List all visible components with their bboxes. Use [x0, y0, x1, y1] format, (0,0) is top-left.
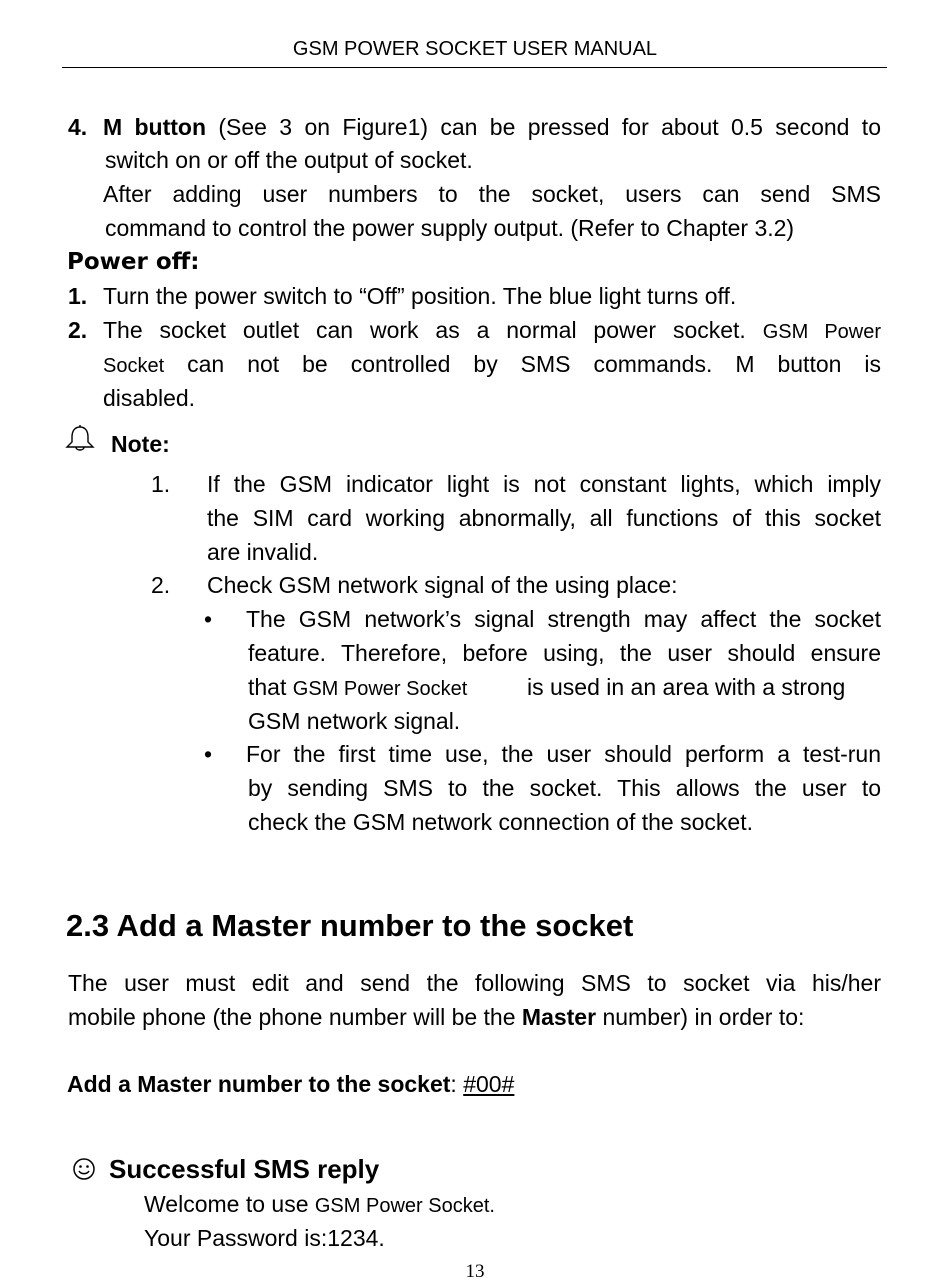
section-para-line1: The user must edit and send the following SMS to socket via his/her	[68, 970, 881, 996]
note-label: Note:	[111, 431, 170, 457]
item4-line1: M button (See 3 on Figure1) can be pressed for about 0.5 second to	[103, 114, 881, 140]
header-rule	[62, 67, 887, 68]
command-label: Add a Master number to the socket	[67, 1071, 451, 1097]
note-item1-line1: If the GSM indicator light is not constant lights, which imply	[207, 471, 881, 497]
bullet1-line3: that GSM Power Socket	[248, 674, 468, 700]
command-line: Add a Master number to the socket: #00#	[67, 1071, 515, 1097]
item4-number: 4.	[68, 114, 88, 140]
note-item1-number: 1.	[151, 471, 171, 497]
item4-line4: command to control the power supply output. (Refer to Chapter 3.2)	[105, 215, 795, 241]
bullet1-line4: GSM network signal.	[248, 708, 461, 734]
bullet-icon: •	[204, 606, 213, 632]
m-button-label: M button	[103, 114, 207, 140]
page-number: 13	[465, 1261, 485, 1282]
section-title: 2.3 Add a Master number to the socket	[66, 908, 634, 943]
power-off-heading: Power off:	[67, 249, 200, 275]
bullet1-line3-rest: is used in an area with a strong	[527, 674, 846, 700]
power-off-item1-text: Turn the power switch to “Off” position. The blue light turns off.	[103, 283, 737, 309]
bullet2-line2: by sending SMS to the socket. This allows the user to	[248, 775, 881, 801]
section-para-line2: mobile phone (the phone number will be the Master number) in order to:	[68, 1004, 805, 1030]
bullet1-line1: The GSM network’s signal strength may affect the socket	[246, 606, 881, 632]
bullet2-line1: For the first time use, the user should perform a test-run	[246, 741, 881, 767]
note-item1-line2: the SIM card working abnormally, all functions of this socket	[207, 505, 881, 531]
reply-heading: Successful SMS reply	[109, 1154, 380, 1184]
running-header: GSM POWER SOCKET USER MANUAL	[292, 38, 658, 60]
power-off-item2-number: 2.	[68, 317, 88, 343]
power-off-item1-number: 1.	[68, 283, 88, 309]
item4-line3: After adding user numbers to the socket, users can send SMS	[103, 181, 881, 207]
bell-icon	[63, 424, 97, 459]
power-off-item2-line1: The socket outlet can work as a normal power socket. GSM Power	[103, 317, 882, 343]
power-off-item2-line2: Socket can not be controlled by SMS commands. M button is	[103, 351, 881, 377]
note-item2-number: 2.	[151, 572, 171, 598]
bullet1-line2: feature. Therefore, before using, the user should ensure	[248, 640, 881, 666]
note-item1-line3: are invalid.	[207, 539, 319, 565]
command-code: #00#	[463, 1071, 515, 1097]
reply-line2: Your Password is:1234.	[144, 1225, 385, 1251]
bullet-icon: •	[204, 741, 213, 767]
note-item2-text: Check GSM network signal of the using place:	[207, 572, 678, 598]
item4-line2: switch on or off the output of socket.	[105, 147, 473, 173]
bullet2-line3: check the GSM network connection of the socket.	[248, 809, 753, 835]
reply-line1: Welcome to use GSM Power Socket.	[144, 1191, 495, 1217]
smiley-icon	[72, 1157, 96, 1186]
power-off-item2-line3: disabled.	[103, 385, 196, 411]
